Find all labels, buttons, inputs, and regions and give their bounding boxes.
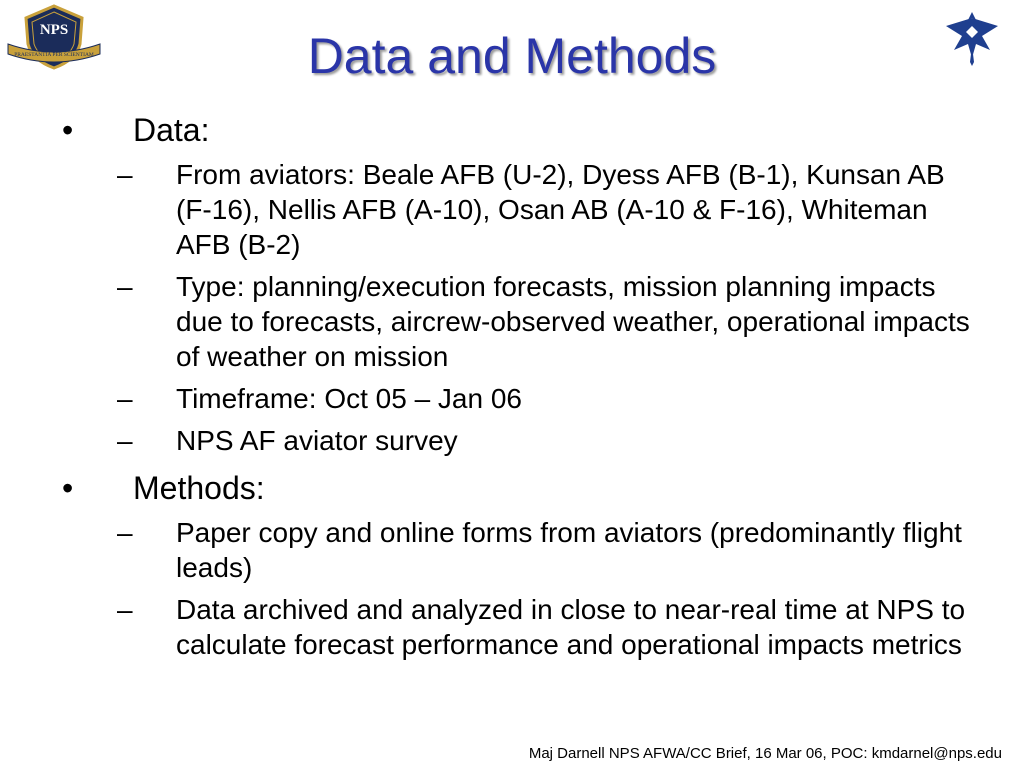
list-item [0,157,1024,262]
section-heading-methods [0,468,1024,508]
dash-icon: – [117,517,133,548]
list-item [0,381,1024,416]
section-heading-data [0,110,1024,150]
list-item [0,592,1024,662]
list-item-text: NPS AF aviator survey [176,425,458,456]
slide-footer: Maj Darnell NPS AFWA/CC Brief, 16 Mar 06, POC: kmdarnel@nps.edu [528,745,1002,762]
bullet-icon: • [62,470,74,506]
list-item-text: Data archived and analyzed in close to near-real time at NPS to calculate forecast performance and operational impacts metrics [176,594,966,660]
nps-logo-motto: PRAESTANTIA PER SCIENTIAM [14,52,94,58]
list-item [0,423,1024,458]
list-item-text: Timeframe: Oct 05 – Jan 06 [176,383,522,414]
list-item-text: Type: planning/execution forecasts, mission planning impacts due to forecasts, aircrew-observed weather, operational impacts of weather on mission [176,271,970,372]
dash-icon: – [117,594,133,625]
section-heading-label: Data: [133,112,210,148]
dash-icon: – [117,383,133,414]
list-item-text: Paper copy and online forms from aviators (predominantly flight leads) [176,517,962,583]
list-item [0,515,1024,585]
slide-title: Data and Methods [307,28,717,84]
dash-icon: – [117,159,133,190]
list-item-text: From aviators: Beale AFB (U-2), Dyess AFB (B-1), Kunsan AB (F-16), Nellis AFB (A-10), Osan AB (A-10 & F-16), Whiteman AFB (B-2) [176,159,945,260]
slide-content [0,108,1024,662]
nps-logo-text: NPS [39,22,69,38]
dash-icon: – [117,425,133,456]
list-item [0,269,1024,374]
bullet-icon: • [62,112,74,148]
section-heading-label: Methods: [133,470,265,506]
dash-icon: – [117,271,133,302]
